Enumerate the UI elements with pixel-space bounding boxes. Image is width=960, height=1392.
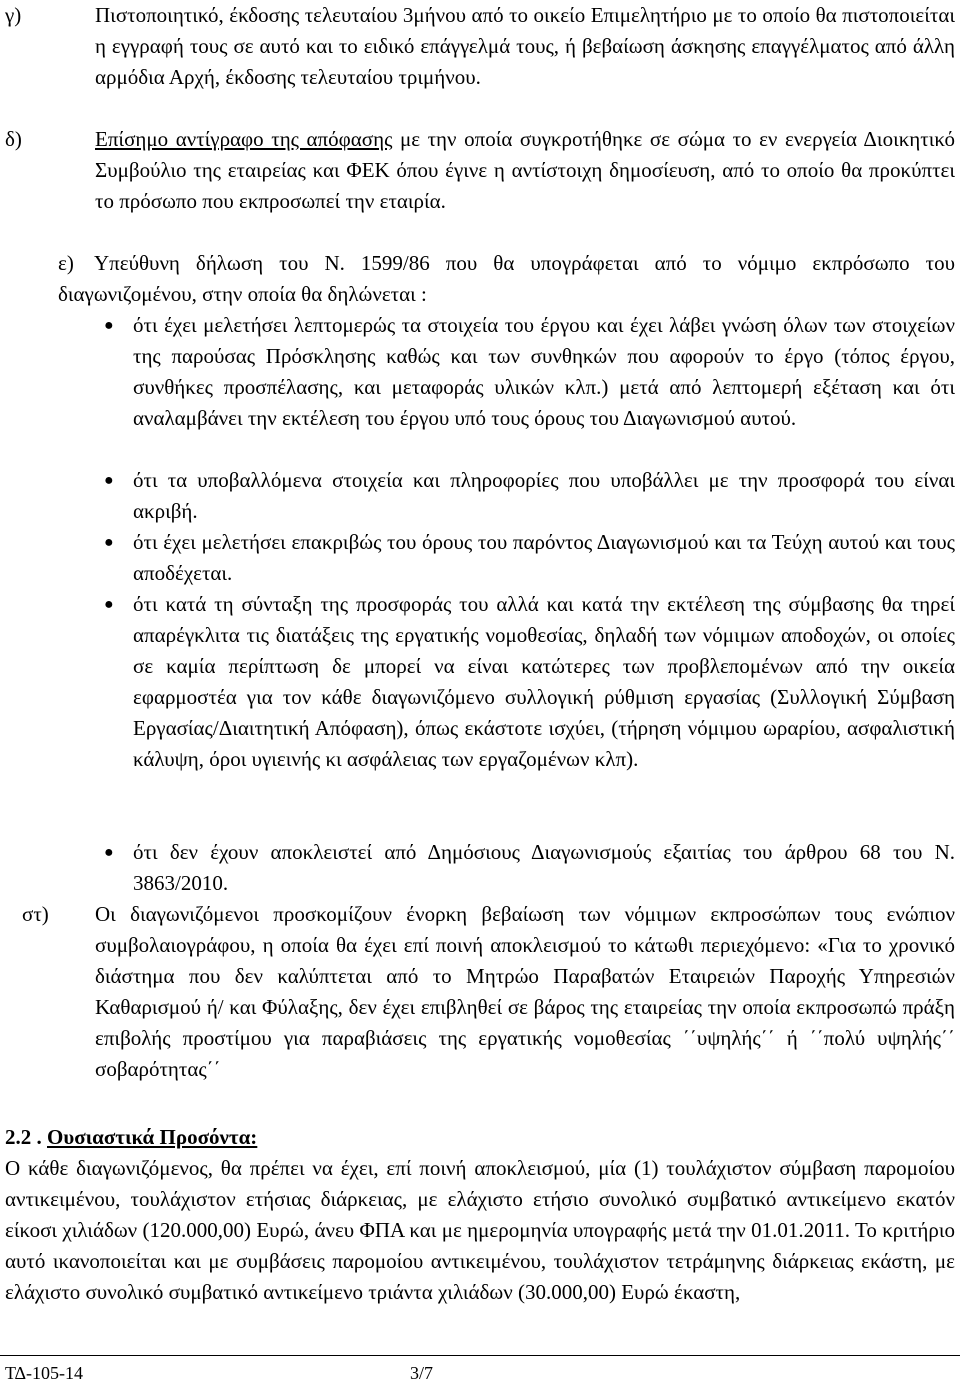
item-g-label: γ): [5, 3, 22, 27]
bullet-4-text: ότι κατά τη σύνταξη της προσφοράς του αλλά και κατά την εκτέλεση της σύμβασης θα τηρεί απαρέγκλιτα τις διατάξεις της εργατικής νομοθεσίας, δηλαδή των νόμιμων αποδοχών, οι οποίες σε καμία περίπτωση δε μπορεί να είναι κατώτερες των προβλεπομένων από την οικεία εφαρμοστέα για τον κάθε διαγωνιζόμενο συλλογική ρύθμιση εργασίας (Συλλογική Σύμβαση Εργασίας/Διαιτητική Απόφαση), όπως εκάστοτε ισχύει, (τήρηση νόμιμου ωραρίου, ασφαλιστική κάλυψη, όροι υγιεινής κι ασφάλειας των εργαζομένων κλπ).: [133, 592, 955, 771]
item-d-text: με την οποία συγκροτήθηκε σε σώμα το εν ενεργεία Διοικητικό Συμβούλιο της εταιρείας και ΦΕΚ όπου έγινε η αντίστοιχη δημοσίευση, από το οποίο θα προκύπτει το πρόσωπο που εκπροσωπεί την εταιρία.: [95, 127, 955, 213]
item-e-text: Υπεύθυνη δήλωση του Ν. 1599/86 που θα υπογράφεται από το νόμιμο εκπρόσωπο του διαγωνιζομένου, στην οποία θα δηλώνεται :: [58, 251, 955, 306]
footer-code: ΤΔ-105-14: [5, 1363, 84, 1383]
section-heading: [5, 1122, 257, 1153]
bullet-2-text: ότι τα υποβαλλόμενα στοιχεία και πληροφορίες που υποβάλλει με την προσφορά του είναι ακριβή.: [133, 468, 955, 523]
bullet-icon: ●: [104, 596, 114, 613]
bullet-3-text: ότι έχει μελετήσει επακριβώς του όρους του παρόντος Διαγωνισμού και τα Τεύχη αυτού και τους αποδέχεται.: [133, 530, 955, 585]
bullet-icon: ●: [104, 844, 114, 861]
bullet-icon: ●: [104, 317, 114, 334]
section-text: Ο κάθε διαγωνιζόμενος, θα πρέπει να έχει, επί ποινή αποκλεισμού, μία (1) τουλάχιστον σύμβαση παρομοίου αντικειμένου, τουλάχιστον ετήσιας διάρκειας, με ελάχιστο ετήσιο συνολικό συμβατικό αντικείμενο εκατόν είκοσι χιλιάδων (120.000,00) Ευρώ, άνευ ΦΠΑ και με ημερομηνία υπογραφής μετά την 01.01.2011. Το κριτήριο αυτό ικανοποιείται και με συμβάσεις παρομοίου αντικειμένου, τουλάχιστον τετράμηνης διάρκειας εκάστη, με ελάχιστο συνολικό συμβατικό αντικείμενο τριάντα χιλιάδων (30.000,00) Ευρώ έκαστη,: [5, 1156, 955, 1304]
section-number: 2.2 .: [5, 1125, 47, 1149]
bullet-icon: ●: [104, 534, 114, 551]
item-d-label: δ): [5, 127, 22, 151]
bullet-5-text: ότι δεν έχουν αποκλειστεί από Δημόσιους Διαγωνισμούς εξαιτίας του άρθρου 68 του Ν. 3863/2010.: [133, 840, 955, 895]
item-st-text: Οι διαγωνιζόμενοι προσκομίζουν ένορκη βεβαίωση των νόμιμων εκπροσώπων τους ενώπιον συμβολαιογράφου, η οποία θα έχει επί ποινή αποκλεισμού το κάτωθι περιεχόμενο: «Για το χρονικό διάστημα που δεν καλύπτεται από το Μητρώο Παραβατών Εταιρειών Παροχής Υπηρεσιών Καθαρισμού ή/ και Φύλαξης, δεν έχει επιβληθεί σε βάρος της εταιρείας την οποία εκπροσωπώ πράξη επιβολής προστίμου για παραβιάσεις της εργατικής νομοθεσίας ΄΄υψηλής΄΄ ή ΄΄πολύ υψηλής΄΄ σοβαρότητας΄΄: [95, 902, 955, 1081]
item-g-text: Πιστοποιητικό, έκδοσης τελευταίου 3μήνου από το οικείο Επιμελητήριο με το οποίο θα πιστοποιείται η εγγραφή τους σε αυτό και το ειδικό επάγγελμά τους, ή βεβαίωση άσκησης επαγγέλματος από άλλη αρμόδια Αρχή, έκδοσης τελευταίου τριμήνου.: [95, 3, 955, 89]
item-d-underlined: Επίσημο αντίγραφο της απόφασης: [95, 127, 393, 151]
bullet-1-text: ότι έχει μελετήσει λεπτομερώς τα στοιχεία του έργου και έχει λάβει γνώση όλων των στοιχείων της παρούσας Πρόσκλησης καθώς και των συνθηκών που αφορούν το έργο (τόπος έργου, συνθήκες προσπέλασης, και μεταφοράς υλικών κλπ.) μετά από λεπτομερή εξέταση και ότι αναλαμβάνει την εκτέλεση του έργου υπό τους όρους του Διαγωνισμού αυτού.: [133, 313, 955, 430]
page-number: 3/7: [410, 1363, 434, 1383]
item-e-label: ε): [58, 251, 74, 275]
item-d-paragraph: [95, 124, 955, 217]
section-title: Ουσιαστικά Προσόντα:: [47, 1125, 258, 1149]
footer-divider: [0, 1355, 960, 1356]
item-st-label: στ): [22, 902, 49, 926]
bullet-icon: ●: [104, 472, 114, 489]
